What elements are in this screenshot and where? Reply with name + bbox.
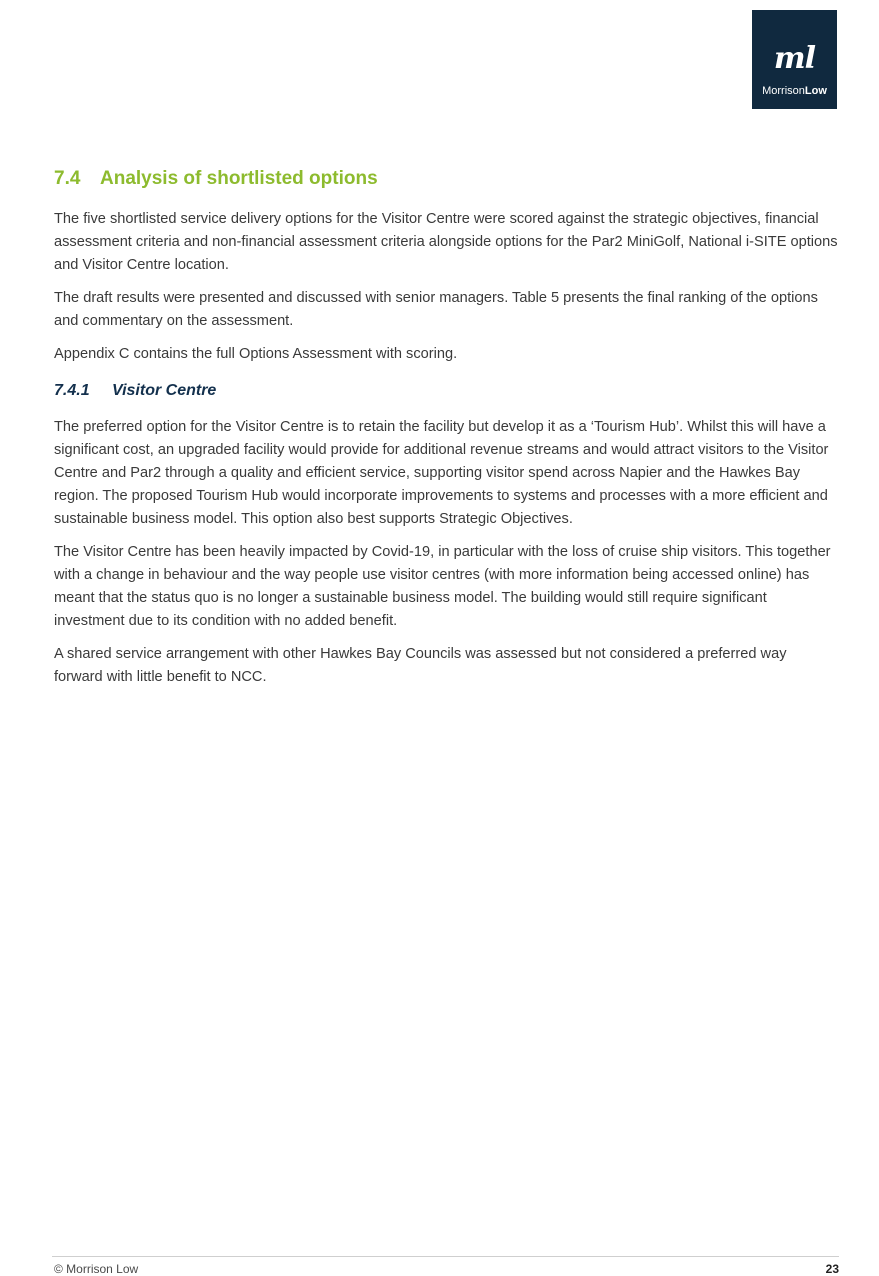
section-number: 7.4 <box>54 168 81 189</box>
section-paragraph-1: The five shortlisted service delivery options for the Visitor Centre were scored against the strategic objectives, financial assessment criteria and non-financial assessment criteria alongside options for the Par2 MiniGolf, National i-SITE options and Visitor Centre location. <box>54 211 838 273</box>
section-paragraph-3: Appendix C contains the full Options Assessment with scoring. <box>54 346 458 362</box>
logo-name-part2: Low <box>804 85 827 97</box>
section-heading <box>54 166 839 192</box>
subsection-heading <box>54 380 839 402</box>
subsection-paragraph-1: The preferred option for the Visitor Centre is to retain the facility but develop it as a ‘Tourism Hub’. Whilst this will have a significant cost, an upgraded facility would provide for additional revenue streams and would attract visitors to the Visitor Centre and Par2 through a quality and efficient service, supporting visitor spend across Napier and the Hawkes Bay region. The proposed Tourism Hub would incorporate improvements to systems and processes with a more efficient and sustainable business model. This option also best supports Strategic Objectives. <box>54 419 829 527</box>
footer-copyright: © Morrison Low <box>54 1262 139 1276</box>
morrison-low-logo <box>752 10 837 109</box>
footer-divider <box>52 1256 839 1257</box>
page-content <box>54 166 839 699</box>
page-number: 23 <box>825 1262 839 1276</box>
logo-mark: ml <box>773 41 816 76</box>
section-paragraph-2: The draft results were presented and discussed with senior managers. Table 5 presents the final ranking of the options and commentary on the assessment. <box>54 290 818 329</box>
logo-name <box>752 85 837 98</box>
section-title: Analysis of shortlisted options <box>100 168 378 189</box>
subsection-paragraph-2: The Visitor Centre has been heavily impacted by Covid-19, in particular with the loss of cruise ship visitors. This together with a change in behaviour and the way people use visitor centres (with more information being accessed online) has meant that the status quo is no longer a sustainable business model. The building would still require significant investment due to its condition with no added benefit. <box>54 544 831 629</box>
logo-name-part1: Morrison <box>762 85 805 97</box>
subsection-number: 7.4.1 <box>54 382 90 399</box>
subsection-paragraph-3: A shared service arrangement with other Hawkes Bay Councils was assessed but not considered a preferred way forward with little benefit to NCC. <box>54 646 787 685</box>
subsection-title: Visitor Centre <box>112 382 217 399</box>
